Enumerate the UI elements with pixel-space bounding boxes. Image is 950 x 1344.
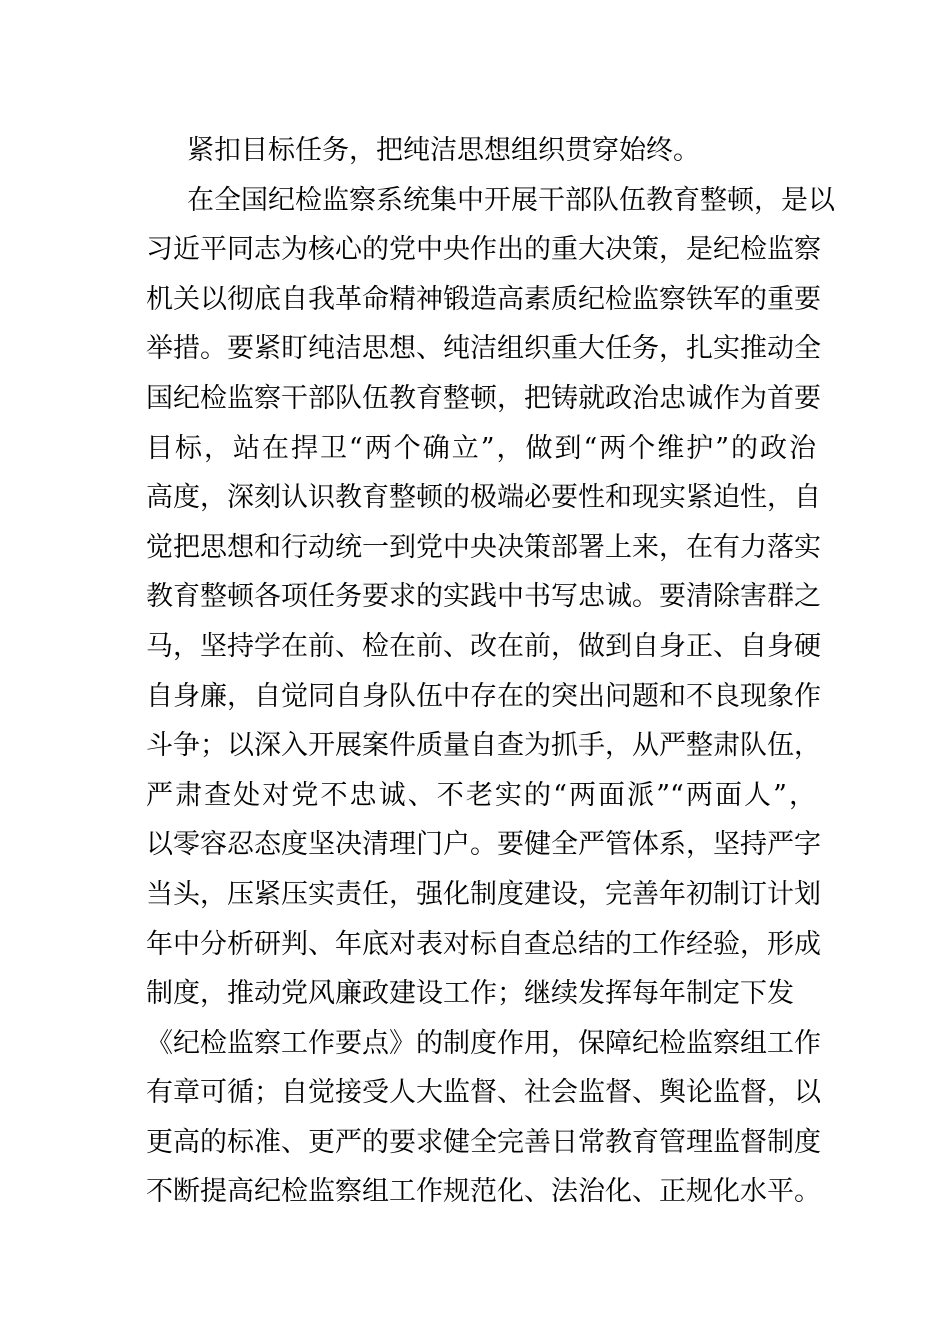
text-line: 教育整顿各项任务要求的实践中书写忠诚。要清除害群之: [146, 581, 821, 613]
text-line: 年中分析研判、年底对表对标自查总结的工作经验，形成: [146, 928, 821, 960]
text-line: 国纪检监察干部队伍教育整顿，把铸就政治忠诚作为首要: [146, 382, 821, 414]
text-line-heading: 紧扣目标任务，把纯洁思想组织贯穿始终。: [187, 135, 700, 166]
text-line: 制度，推动党风廉政建设工作；继续发挥每年制定下发: [146, 978, 794, 1010]
body-text: [146, 126, 835, 1217]
text-line: 举措。要紧盯纯洁思想、纯洁组织重大任务，扎实推动全: [146, 333, 821, 365]
text-line: 斗争；以深入开展案件质量自查为抓手，从严整肃队伍，: [146, 730, 821, 762]
text-line: 当头，压紧压实责任，强化制度建设，完善年初制订计划: [146, 878, 821, 910]
text-line: 高度，深刻认识教育整顿的极端必要性和现实紧迫性，自: [146, 482, 821, 514]
text-line: 马，坚持学在前、检在前、改在前，做到自身正、自身硬: [146, 630, 821, 662]
text-line: 机关以彻底自我革命精神锻造高素质纪检监察铁军的重要: [146, 283, 821, 315]
text-line: 《纪检监察工作要点》的制度作用，保障纪检监察组工作: [146, 1027, 821, 1059]
text-line: 在全国纪检监察系统集中开展干部队伍教育整顿，是以: [187, 184, 835, 216]
text-line: 自身廉，自觉同自身队伍中存在的突出问题和不良现象作: [146, 680, 821, 712]
text-line: 目标，站在捍卫“两个确立”，做到“两个维护”的政治: [146, 432, 816, 464]
text-line: 不断提高纪检监察组工作规范化、法治化、正规化水平。: [146, 1176, 821, 1208]
text-line: 有章可循；自觉接受人大监督、社会监督、舆论监督，以: [146, 1077, 821, 1109]
text-line: 严肃查处对党不忠诚、不老实的“两面派”“两面人”，: [146, 779, 816, 811]
text-line: 觉把思想和行动统一到党中央决策部署上来，在有力落实: [146, 531, 821, 563]
text-line: 更高的标准、更严的要求健全完善日常教育管理监督制度: [146, 1126, 821, 1158]
text-line: 以零容忍态度坚决清理门户。要健全严管体系，坚持严字: [146, 829, 821, 861]
text-line: 习近平同志为核心的党中央作出的重大决策，是纪检监察: [146, 234, 821, 266]
